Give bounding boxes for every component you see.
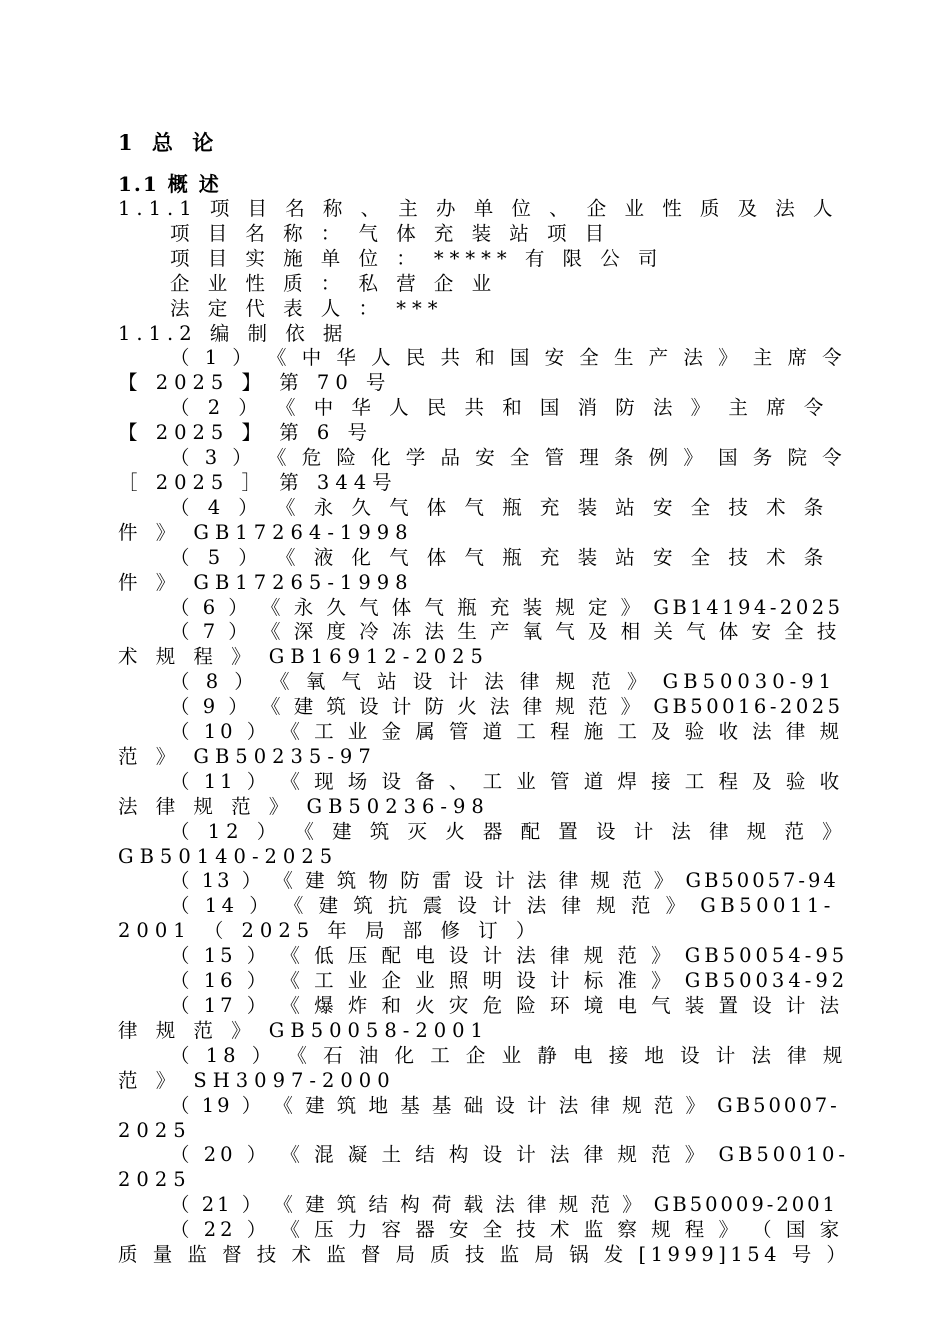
reference-item — [118, 446, 850, 496]
reference-continuation: 范 》 GB50235-97 — [118, 744, 377, 768]
reference-line: （ 15 ） 《 低 压 配 电 设 计 法 律 规 范 》 GB50054-95 — [170, 944, 849, 968]
reference-item — [118, 720, 850, 770]
reference-item — [118, 820, 850, 870]
reference-item — [118, 770, 850, 820]
subsection-heading-1: 1.1.1 项 目 名 称 、 主 办 单 位 、 企 业 性 质 及 法 人 — [118, 197, 839, 220]
reference-line: （ 22 ） 《 压 力 容 器 安 全 技 术 监 察 规 程 》 （ 国 家 — [170, 1218, 844, 1242]
reference-continuation: ［ 2025 ］ 第 344号 — [118, 470, 398, 494]
reference-continuation: 范 》 SH3097-2000 — [118, 1068, 396, 1092]
reference-item — [118, 869, 850, 894]
reference-continuation: 【 2025 】 第 70 号 — [118, 371, 392, 395]
reference-item — [118, 1193, 850, 1218]
reference-item — [118, 994, 850, 1044]
reference-continuation: 术 规 程 》 GB16912-2025 — [118, 645, 489, 669]
enterprise-nature: 企 业 性 质 ： 私 营 企 业 — [170, 271, 498, 295]
reference-line: （ 8 ） 《 氧 气 站 设 计 法 律 规 范 》 GB50030-91 — [170, 670, 837, 694]
reference-line: （ 19 ） 《 建 筑 地 基 基 础 设 计 法 律 规 范 》 GB50007- — [170, 1093, 840, 1117]
reference-item — [118, 496, 850, 546]
subsection-heading-2: 1.1.2 编 制 依 据 — [118, 321, 349, 345]
reference-item — [118, 546, 850, 596]
reference-line: （ 18 ） 《 石 油 化 工 企 业 静 电 接 地 设 计 法 律 规 — [170, 1043, 848, 1067]
reference-item — [118, 894, 850, 944]
reference-continuation: 2025 — [118, 1118, 192, 1142]
reference-line: （ 20 ） 《 混 凝 土 结 构 设 计 法 律 规 范 》 GB50010- — [170, 1143, 850, 1167]
reference-item — [118, 346, 850, 396]
reference-continuation: 2025 — [118, 1168, 192, 1192]
legal-representative: 法 定 代 表 人 ： *** — [170, 296, 444, 320]
reference-line: （ 6 ） 《 永 久 气 体 气 瓶 充 装 规 定 》 GB14194-2025 — [170, 595, 844, 619]
reference-line: （ 21 ） 《 建 筑 结 构 荷 载 法 律 规 范 》 GB50009-2001 — [170, 1193, 838, 1217]
reference-item — [118, 396, 850, 446]
reference-item — [118, 670, 850, 695]
reference-item — [118, 1094, 850, 1144]
project-name: 项 目 名 称 ： 气 体 充 装 站 项 目 — [170, 221, 611, 245]
reference-list — [118, 346, 850, 1268]
reference-line: （ 4 ） 《 永 久 气 体 气 瓶 充 装 站 安 全 技 术 条 — [170, 495, 830, 519]
reference-line: （ 17 ） 《 爆 炸 和 火 灾 危 险 环 境 电 气 装 置 设 计 法 — [170, 994, 844, 1017]
reference-item — [118, 695, 850, 720]
chapter-heading: 1 总 论 — [118, 130, 220, 155]
implementing-unit: 项 目 实 施 单 位 ： ***** 有 限 公 司 — [170, 246, 664, 270]
reference-continuation: GB50140-2025 — [118, 844, 339, 868]
reference-item — [118, 944, 850, 969]
reference-continuation: 件 》 GB17264-1998 — [118, 520, 414, 544]
reference-continuation: 法 律 规 范 》 GB50236-98 — [118, 794, 490, 818]
reference-line: （ 1 ） 《 中 华 人 民 共 和 国 安 全 生 产 法 》 主 席 令 — [170, 346, 847, 370]
reference-continuation: 【 2025 】 第 6 号 — [118, 421, 374, 445]
reference-item — [118, 1218, 850, 1268]
reference-line: （ 10 ） 《 工 业 金 属 管 道 工 程 施 工 及 验 收 法 律 规 — [170, 720, 844, 744]
reference-continuation: 件 》 GB17265-1998 — [118, 570, 414, 594]
reference-continuation: 律 规 范 》 GB50058-2001 — [118, 1018, 489, 1042]
reference-line: （ 9 ） 《 建 筑 设 计 防 火 法 律 规 范 》 GB50016-2025 — [170, 695, 844, 719]
section-heading: 1.1 概 述 — [118, 172, 221, 196]
reference-line: （ 16 ） 《 工 业 企 业 照 明 设 计 标 准 》 GB50034-92 — [170, 969, 849, 993]
reference-line: （ 2 ） 《 中 华 人 民 共 和 国 消 防 法 》 主 席 令 — [170, 396, 830, 420]
reference-item — [118, 620, 850, 670]
reference-item — [118, 596, 850, 621]
document-body — [118, 128, 850, 1268]
reference-line: （ 11 ） 《 现 场 设 备 、 工 业 管 道 焊 接 工 程 及 验 收 — [170, 769, 844, 793]
reference-continuation: 2001 （ 2025 年 局 部 修 订 ） — [118, 919, 542, 943]
reference-line: （ 14 ） 《 建 筑 抗 震 设 计 法 律 规 范 》 GB50011- — [170, 894, 835, 918]
reference-line: （ 13 ） 《 建 筑 物 防 雷 设 计 法 律 规 范 》 GB50057-94 — [170, 869, 839, 893]
reference-continuation: 质 量 监 督 技 术 监 督 局 质 技 监 局 锅 发 [1999]154 号 ） — [118, 1243, 851, 1267]
reference-item — [118, 1143, 850, 1193]
reference-line: （ 12 ） 《 建 筑 灭 火 器 配 置 设 计 法 律 规 范 》 — [170, 819, 848, 843]
reference-line: （ 3 ） 《 危 险 化 学 品 安 全 管 理 条 例 》 国 务 院 令 — [170, 446, 847, 470]
reference-line: （ 5 ） 《 液 化 气 体 气 瓶 充 装 站 安 全 技 术 条 — [170, 545, 830, 569]
reference-item — [118, 1044, 850, 1094]
reference-line: （ 7 ） 《 深 度 冷 冻 法 生 产 氧 气 及 相 关 气 体 安 全 技 — [170, 620, 840, 644]
reference-item — [118, 969, 850, 994]
